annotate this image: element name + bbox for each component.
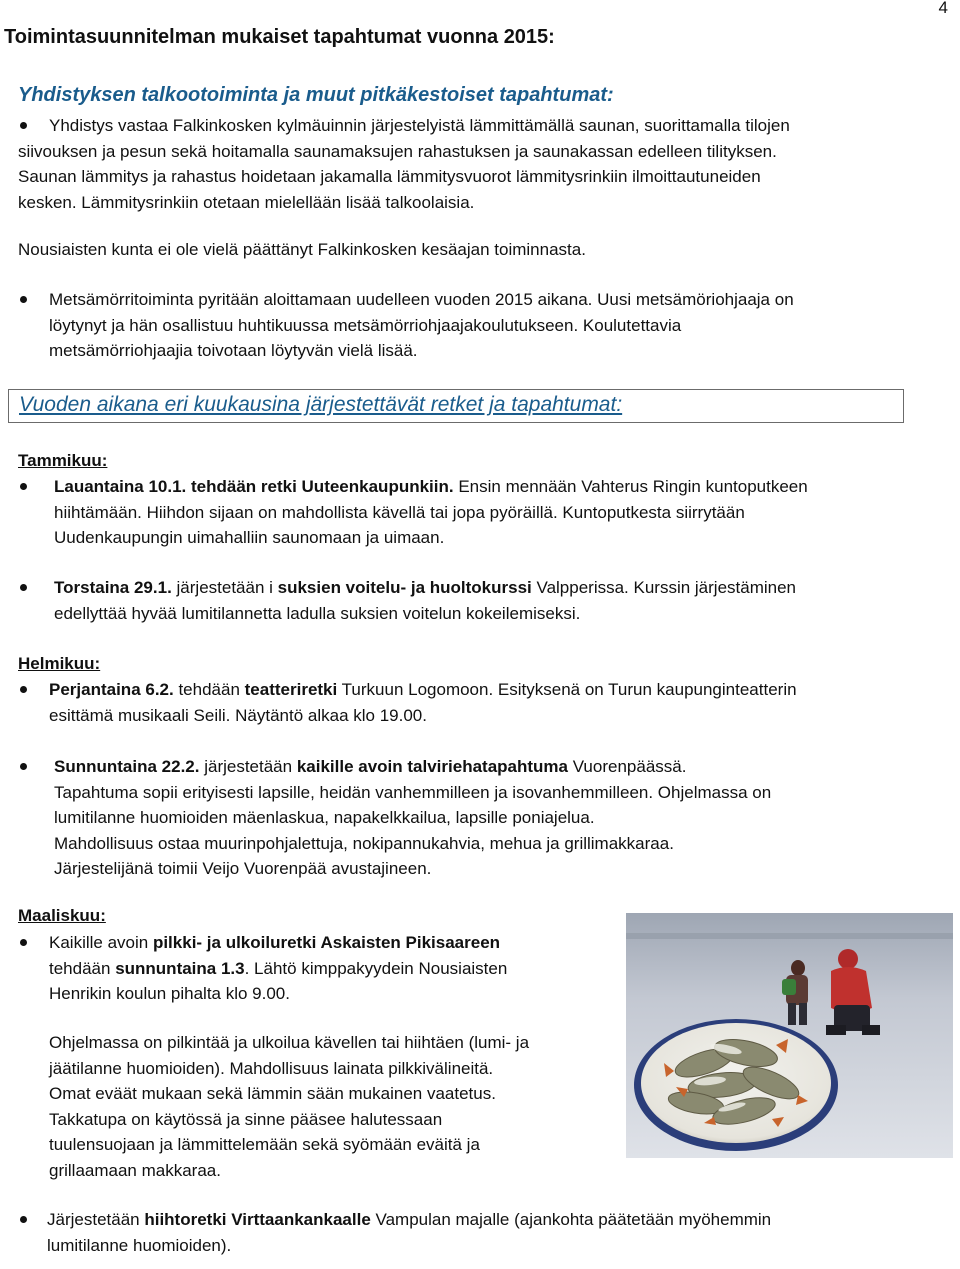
- event-text: tehdään: [173, 680, 245, 699]
- event-text: Vampulan majalle (ajankohta päätetään myöhemmin: [370, 1210, 772, 1229]
- text-line: hiihtämään. Hiihdon sijaan on mahdollista kävellä tai jopa pyöräillä. Kuntoputkesta siirrytään: [54, 502, 745, 522]
- event-date: Perjantaina 6.2.: [49, 680, 174, 699]
- text-line: siivouksen ja pesun sekä hoitamalla saunamaksujen rahastuksen ja saunakassan edelleen tilityksen.: [18, 141, 777, 161]
- event-voitelukurssi: [54, 575, 934, 626]
- text-line: Omat eväät mukaan sekä lämmin sään mukainen vaatetus.: [49, 1084, 496, 1103]
- text-line: Saunan lämmitys ja rahastus hoidetaan jakamalla lämmitysvuorot lämmitysrinkiin ilmoittautuneiden: [18, 167, 761, 186]
- event-text: tehdään: [49, 958, 116, 978]
- text-line: Henrikin koulun pihalta klo 9.00.: [49, 984, 290, 1003]
- text-line: Uudenkaupungin uimahalliin saunomaan ja uimaan.: [54, 528, 445, 547]
- text-line: grillaamaan makkaraa.: [49, 1160, 221, 1180]
- text-line: kesken. Lämmitysrinkiin otetaan mielellään lisää talkoolaisia.: [18, 192, 475, 212]
- event-text: Kaikille avoin: [49, 933, 153, 952]
- event-text: Vuorenpäässä.: [568, 757, 687, 776]
- bullet-dot: [20, 483, 27, 490]
- bullet-dot: [20, 584, 27, 591]
- text-line: edellyttää hyvää lumitilannetta ladulla suksien voitelun kokeilemiseksi.: [54, 603, 581, 623]
- text-line: löytynyt ja hän osallistuu huhtikuussa metsämörriohjaajakoulutukseen. Koulutettavia: [49, 315, 682, 335]
- ice-fishing-illustration: [626, 913, 953, 1158]
- text-line: Mahdollisuus ostaa muurinpohjalettuja, nokipannukahvia, mehua ja grillimakkaraa.: [54, 833, 674, 853]
- month-heading-helmikuu: Helmikuu:: [18, 654, 101, 673]
- event-date: Lauantaina 10.1. tehdään retki Uuteenkaupunkiin.: [54, 477, 454, 496]
- text-line: Yhdistys vastaa Falkinkosken kylmäuinnin järjestelyistä lämmittämällä saunan, suorittamalla tilojen: [49, 116, 790, 135]
- text-line: lumitilanne huomioiden).: [47, 1235, 232, 1255]
- event-text: Järjestetään: [47, 1210, 145, 1229]
- text-line: Järjestelijänä toimii Veijo Vuorenpää avustajineen.: [54, 859, 432, 878]
- event-name: suksien voitelu- ja huoltokurssi: [277, 578, 532, 597]
- section-title-retket: Vuoden aikana eri kuukausina järjestettävät retket ja tapahtumat:: [19, 393, 623, 416]
- text-line: Takkatupa on käytössä ja sinne pääsee halutessaan: [49, 1109, 443, 1129]
- text-line: Metsämörritoiminta pyritään aloittamaan uudelleen vuoden 2015 aikana. Uusi metsämöriohjaaja on: [49, 290, 794, 309]
- text-line: esittämä musikaali Seili. Näytäntö alkaa klo 19.00.: [49, 705, 427, 725]
- sauna-paragraph: [18, 113, 948, 215]
- kunta-paragraph: Nousiaisten kunta ei ole vielä päättänyt Falkinkosken kesäajan toiminnasta.: [18, 240, 586, 259]
- event-date: sunnuntaina 1.3: [115, 958, 245, 978]
- event-text: järjestetään: [199, 757, 297, 776]
- event-name: pilkki- ja ulkoiluretki Askaisten Pikisaareen: [152, 933, 501, 952]
- ice-fishing-photo: [626, 913, 953, 1158]
- event-text: Turkuun Logomoon. Esityksenä on Turun kaupunginteatterin: [337, 680, 797, 699]
- fish-bowl: [634, 1019, 838, 1151]
- event-teatteriretki: [49, 677, 939, 728]
- bullet-dot: [20, 1216, 27, 1223]
- event-text: Ensin mennään Vahterus Ringin kuntoputkeen: [453, 477, 808, 496]
- bullet-dot: [20, 686, 27, 693]
- section-title-talkootoiminta: Yhdistyksen talkootoiminta ja muut pitkäkestoiset tapahtumat:: [18, 84, 614, 106]
- event-uusikaupunki: [54, 474, 934, 551]
- page-number: 4: [938, 0, 948, 17]
- month-heading-tammikuu: Tammikuu:: [18, 451, 108, 470]
- event-name: kaikille avoin talviriehatapahtuma: [296, 757, 568, 776]
- event-date: Sunnuntaina 22.2.: [54, 757, 200, 776]
- metsamorri-paragraph: [49, 287, 949, 364]
- event-pilkkiretki: [49, 930, 619, 1007]
- text-line: Ohjelmassa on pilkintää ja ulkoilua kävellen tai hiihtäen (lumi- ja: [49, 1033, 530, 1052]
- event-name: hiihtoretki Virttaankankaalle: [144, 1210, 371, 1229]
- text-line: jäätilanne huomioiden). Mahdollisuus lainata pilkkivälineitä.: [49, 1058, 494, 1078]
- bullet-dot: [20, 763, 27, 770]
- event-name: teatteriretki: [244, 680, 338, 699]
- text-line: lumitilanne huomioiden mäenlaskua, napakelkkailua, lapsille poniajelua.: [54, 808, 595, 827]
- text-line: metsämörriohjaajia toivotaan löytyvän vielä lisää.: [49, 341, 418, 360]
- event-talviriehat: [54, 754, 944, 882]
- bullet-dot: [20, 296, 27, 303]
- event-text: järjestetään i: [171, 578, 278, 597]
- text-line: Tapahtuma sopii erityisesti lapsille, heidän vanhemmilleen ja isovanhemmilleen. Ohjelmassa on: [54, 782, 772, 802]
- section-title-box: [8, 389, 904, 423]
- main-title: Toimintasuunnitelman mukaiset tapahtumat vuonna 2015:: [4, 26, 555, 48]
- event-date: Torstaina 29.1.: [54, 578, 172, 597]
- bullet-dot: [20, 939, 27, 946]
- month-heading-maaliskuu: Maaliskuu:: [18, 906, 106, 925]
- event-text: . Lähtö kimppakyydein Nousiaisten: [244, 958, 508, 978]
- event-hiihtoretki: [47, 1207, 947, 1258]
- event-text: Valpperissa. Kurssin järjestäminen: [531, 578, 797, 597]
- pilkki-ohjelma-paragraph: [49, 1030, 619, 1183]
- text-line: tuulensuojaan ja lämmittelemään sekä syömään eväitä ja: [49, 1135, 480, 1154]
